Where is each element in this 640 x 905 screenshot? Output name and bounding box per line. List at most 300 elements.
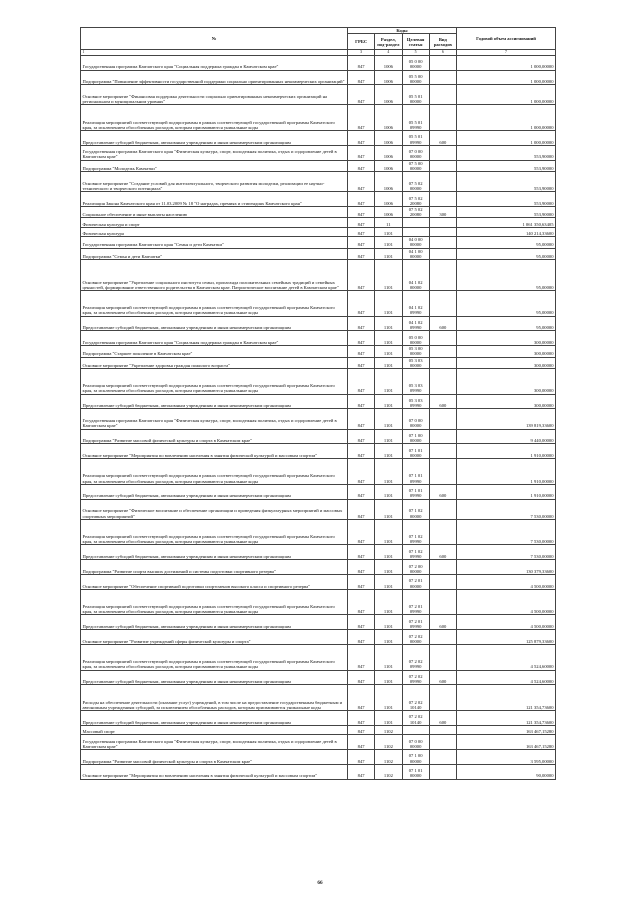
table-row bbox=[81, 519, 556, 545]
row-expense-type-cell bbox=[429, 630, 456, 645]
row-grbs-cell: 847 bbox=[348, 615, 375, 630]
row-name-cell: Подпрограмма "Семья и дети Камчатки" bbox=[81, 248, 348, 259]
row-razdel-cell: 1101 bbox=[375, 459, 402, 485]
row-name-cell: Предоставление субсидий бюджетным, автономным учреждениям и иным некоммерческим организациям bbox=[81, 131, 348, 146]
row-grbs-cell: 847 bbox=[348, 192, 375, 207]
row-razdel-cell: 1101 bbox=[375, 519, 402, 545]
row-name-cell: Реализация Закона Камчатского края от 11.03.2009 № 18 "О наградах, премиях и стипендиях Камчатского края" bbox=[81, 192, 348, 207]
row-amount-cell: 1 000,00000 bbox=[457, 70, 556, 85]
budget-table bbox=[80, 27, 556, 780]
table-row bbox=[81, 105, 556, 131]
row-amount-cell: 139 819,33600 bbox=[457, 409, 556, 429]
row-target-article-cell: 05 0 00 00000 bbox=[402, 331, 429, 346]
row-expense-type-cell: 600 bbox=[429, 670, 456, 685]
row-razdel-cell: 1006 bbox=[375, 172, 402, 192]
row-expense-type-cell bbox=[429, 560, 456, 575]
row-razdel-cell: 1101 bbox=[375, 444, 402, 459]
row-target-article-cell bbox=[402, 227, 429, 236]
row-grbs-cell: 847 bbox=[348, 394, 375, 409]
row-grbs-cell: 847 bbox=[348, 499, 375, 519]
table-row bbox=[81, 685, 556, 711]
row-grbs-cell: 847 bbox=[348, 248, 375, 259]
row-expense-type-cell bbox=[429, 429, 456, 444]
row-grbs-cell: 847 bbox=[348, 710, 375, 725]
row-amount-cell: 553,90000 bbox=[457, 145, 556, 160]
row-target-article-cell: 07 5 02 20080 bbox=[402, 207, 429, 218]
row-razdel-cell: 1101 bbox=[375, 357, 402, 368]
row-expense-type-cell: 600 bbox=[429, 710, 456, 725]
row-target-article-cell: 04 1 02 00000 bbox=[402, 260, 429, 291]
row-expense-type-cell bbox=[429, 357, 456, 368]
row-amount-cell: 553,90000 bbox=[457, 192, 556, 207]
row-amount-cell: 4 500,00000 bbox=[457, 575, 556, 590]
table-row bbox=[81, 207, 556, 218]
row-razdel-cell: 1006 bbox=[375, 105, 402, 131]
row-target-article-cell: 07 1 02 00000 bbox=[402, 499, 429, 519]
row-amount-cell: 300,00000 bbox=[457, 331, 556, 346]
row-name-cell: Расходы на обеспечение деятельности (оказание услуг) учреждений, в том числе на предоставление государственным бюджетным и автономным учреждениям субсидий, за исключением обособленных расходов, которым присваиваются уникальные коды bbox=[81, 685, 348, 711]
row-grbs-cell: 847 bbox=[348, 409, 375, 429]
row-name-cell: Подпрограмма "Повышение эффективности государственной поддержки социально ориентированных некоммерческих организаций" bbox=[81, 70, 348, 85]
row-expense-type-cell bbox=[429, 192, 456, 207]
row-target-article-cell: 07 2 01 00000 bbox=[402, 575, 429, 590]
table-row bbox=[81, 316, 556, 331]
row-name-cell: Основное мероприятие "Создание условий для интеллектуального, творческого развития молодежи, реализации ее научно-технического и творческого потенциала" bbox=[81, 172, 348, 192]
table-row bbox=[81, 560, 556, 575]
col-index-4: 4 bbox=[375, 50, 402, 56]
col-header-target-article: Целевая статья bbox=[402, 34, 429, 50]
table-row bbox=[81, 409, 556, 429]
row-razdel-cell: 1101 bbox=[375, 346, 402, 357]
row-razdel-cell: 1101 bbox=[375, 394, 402, 409]
row-name-cell: Подпрограмма "Развитие массовой физической культуры и спорта в Камчатском крае" bbox=[81, 749, 348, 764]
row-grbs-cell: 847 bbox=[348, 545, 375, 560]
row-target-article-cell: 07 5 02 20080 bbox=[402, 192, 429, 207]
row-name-cell: Предоставление субсидий бюджетным, автономным учреждениям и иным некоммерческим организациям bbox=[81, 545, 348, 560]
table-row bbox=[81, 160, 556, 171]
row-grbs-cell: 847 bbox=[348, 519, 375, 545]
row-name-cell: Основное мероприятие "Мероприятия по вовлечению населения в занятия физической культурой и массовым спортом" bbox=[81, 444, 348, 459]
row-amount-cell: 4 500,00000 bbox=[457, 615, 556, 630]
col-header-codes: Коды bbox=[348, 28, 457, 34]
row-target-article-cell: 04 0 00 00000 bbox=[402, 237, 429, 248]
row-amount-cell: 140 214,33600 bbox=[457, 227, 556, 236]
row-amount-cell: 4 524,60000 bbox=[457, 644, 556, 670]
row-expense-type-cell bbox=[429, 260, 456, 291]
table-row bbox=[81, 545, 556, 560]
row-grbs-cell: 847 bbox=[348, 346, 375, 357]
row-name-cell: Массовый спорт bbox=[81, 725, 348, 734]
row-grbs-cell: 847 bbox=[348, 429, 375, 444]
row-target-article-cell bbox=[402, 218, 429, 227]
table-row bbox=[81, 444, 556, 459]
table-row bbox=[81, 331, 556, 346]
row-razdel-cell: 1101 bbox=[375, 248, 402, 259]
table-row bbox=[81, 710, 556, 725]
row-grbs-cell: 847 bbox=[348, 589, 375, 615]
row-expense-type-cell bbox=[429, 735, 456, 750]
table-row bbox=[81, 589, 556, 615]
row-expense-type-cell bbox=[429, 749, 456, 764]
row-amount-cell: 7 530,00000 bbox=[457, 499, 556, 519]
row-target-article-cell: 07 2 00 00000 bbox=[402, 560, 429, 575]
row-grbs-cell: 847 bbox=[348, 560, 375, 575]
row-grbs-cell: 847 bbox=[348, 670, 375, 685]
col-header-number: № bbox=[81, 28, 348, 50]
row-razdel-cell: 1102 bbox=[375, 764, 402, 779]
row-amount-cell: 125 879,33600 bbox=[457, 630, 556, 645]
table-row bbox=[81, 670, 556, 685]
table-row bbox=[81, 131, 556, 146]
row-razdel-cell: 1101 bbox=[375, 670, 402, 685]
row-target-article-cell: 05 5 01 09990 bbox=[402, 131, 429, 146]
row-name-cell: Основное мероприятие "Укрепление социального института семьи, пропаганда положительных семейных традиций и семейных ценностей, формирование ответственного родительства в Камчатском крае. Патриотическое воспитание детей в Камчатском крае" bbox=[81, 260, 348, 291]
row-amount-cell: 553,90000 bbox=[457, 160, 556, 171]
row-expense-type-cell bbox=[429, 499, 456, 519]
row-grbs-cell: 847 bbox=[348, 145, 375, 160]
row-razdel-cell: 1101 bbox=[375, 630, 402, 645]
row-amount-cell: 121 354,73600 bbox=[457, 710, 556, 725]
row-target-article-cell: 07 1 00 00000 bbox=[402, 429, 429, 444]
row-amount-cell: 553,90000 bbox=[457, 172, 556, 192]
row-target-article-cell: 07 1 02 09990 bbox=[402, 519, 429, 545]
row-razdel-cell: 1006 bbox=[375, 192, 402, 207]
col-header-expense-type: Вид расходов bbox=[429, 34, 456, 50]
row-grbs-cell: 847 bbox=[348, 218, 375, 227]
row-expense-type-cell bbox=[429, 227, 456, 236]
row-razdel-cell: 1101 bbox=[375, 685, 402, 711]
row-razdel-cell: 1102 bbox=[375, 725, 402, 734]
table-row bbox=[81, 644, 556, 670]
row-amount-cell: 163 467,15280 bbox=[457, 735, 556, 750]
row-name-cell: Реализация мероприятий соответствующей подпрограммы в рамках соответствующей государственной программы Камчатского края, за исключением обособленных расходов, которым присваиваются уникальные коды bbox=[81, 519, 348, 545]
row-name-cell: Реализация мероприятий соответствующей подпрограммы в рамках соответствующей государственной программы Камчатского края, за исключением обособленных расходов, которым присваиваются уникальные коды bbox=[81, 105, 348, 131]
row-grbs-cell: 847 bbox=[348, 764, 375, 779]
row-expense-type-cell: 600 bbox=[429, 131, 456, 146]
row-name-cell: Подпрограмма "Развитие массовой физической культуры и спорта в Камчатском крае" bbox=[81, 429, 348, 444]
row-razdel-cell: 1102 bbox=[375, 749, 402, 764]
row-amount-cell: 1 000,00000 bbox=[457, 55, 556, 70]
row-grbs-cell: 847 bbox=[348, 291, 375, 317]
row-expense-type-cell: 600 bbox=[429, 484, 456, 499]
row-razdel-cell: 1006 bbox=[375, 55, 402, 70]
row-expense-type-cell bbox=[429, 218, 456, 227]
row-amount-cell: 163 467,15280 bbox=[457, 725, 556, 734]
row-name-cell: Подпрограмма "Развитие спорта высших достижений и системы подготовки спортивного резерва" bbox=[81, 560, 348, 575]
row-amount-cell: 1 000,00000 bbox=[457, 131, 556, 146]
row-grbs-cell: 847 bbox=[348, 260, 375, 291]
row-razdel-cell: 1101 bbox=[375, 560, 402, 575]
row-target-article-cell: 07 2 02 10140 bbox=[402, 685, 429, 711]
row-expense-type-cell bbox=[429, 145, 456, 160]
row-razdel-cell: 1101 bbox=[375, 589, 402, 615]
row-razdel-cell: 1101 bbox=[375, 409, 402, 429]
table-row bbox=[81, 369, 556, 395]
row-name-cell: Государственная программа Камчатского края "Физическая культура, спорт, молодежная политика, отдых и оздоровление детей в Камчатском крае" bbox=[81, 145, 348, 160]
row-grbs-cell: 847 bbox=[348, 207, 375, 218]
row-name-cell: Физическая культура и спорт bbox=[81, 218, 348, 227]
table-row bbox=[81, 172, 556, 192]
row-name-cell: Реализация мероприятий соответствующей подпрограммы в рамках соответствующей государственной программы Камчатского края, за исключением обособленных расходов, которым присваиваются уникальные коды bbox=[81, 369, 348, 395]
row-target-article-cell: 05 3 03 00000 bbox=[402, 357, 429, 368]
row-target-article-cell: 04 1 02 09990 bbox=[402, 316, 429, 331]
row-name-cell: Подпрограмма "Молодежь Камчатки" bbox=[81, 160, 348, 171]
row-razdel-cell: 1101 bbox=[375, 710, 402, 725]
table-row bbox=[81, 499, 556, 519]
row-target-article-cell: 04 1 02 09990 bbox=[402, 291, 429, 317]
table-row bbox=[81, 192, 556, 207]
row-grbs-cell: 847 bbox=[348, 575, 375, 590]
row-grbs-cell: 847 bbox=[348, 749, 375, 764]
row-target-article-cell: 07 2 02 00000 bbox=[402, 630, 429, 645]
col-header-amount: Годовой объем ассигнований bbox=[457, 28, 556, 50]
row-target-article-cell: 07 2 02 10140 bbox=[402, 710, 429, 725]
row-razdel-cell: 1006 bbox=[375, 85, 402, 105]
row-target-article-cell: 07 0 00 00000 bbox=[402, 735, 429, 750]
col-index-3: 3 bbox=[348, 50, 375, 56]
row-expense-type-cell: 600 bbox=[429, 394, 456, 409]
row-razdel-cell: 1101 bbox=[375, 291, 402, 317]
table-row bbox=[81, 291, 556, 317]
col-index-6: 6 bbox=[429, 50, 456, 56]
row-target-article-cell: 05 3 03 09990 bbox=[402, 394, 429, 409]
row-target-article-cell: 05 3 03 09990 bbox=[402, 369, 429, 395]
row-name-cell: Предоставление субсидий бюджетным, автономным учреждениям и иным некоммерческим организациям bbox=[81, 394, 348, 409]
row-name-cell: Государственная программа Камчатского края "Социальная поддержка граждан в Камчатском крае" bbox=[81, 331, 348, 346]
row-razdel-cell: 1101 bbox=[375, 316, 402, 331]
row-name-cell: Физическая культура bbox=[81, 227, 348, 236]
row-expense-type-cell bbox=[429, 85, 456, 105]
row-name-cell: Реализация мероприятий соответствующей подпрограммы в рамках соответствующей государственной программы Камчатского края, за исключением обособленных расходов, которым присваиваются уникальные коды bbox=[81, 459, 348, 485]
row-amount-cell: 300,00000 bbox=[457, 394, 556, 409]
row-razdel-cell: 1101 bbox=[375, 331, 402, 346]
table-row bbox=[81, 248, 556, 259]
row-grbs-cell: 847 bbox=[348, 725, 375, 734]
row-target-article-cell: 05 3 00 00000 bbox=[402, 346, 429, 357]
row-target-article-cell: 05 5 01 09990 bbox=[402, 105, 429, 131]
row-amount-cell: 121 354,73600 bbox=[457, 685, 556, 711]
table-row bbox=[81, 346, 556, 357]
row-amount-cell: 90,00000 bbox=[457, 764, 556, 779]
row-expense-type-cell bbox=[429, 725, 456, 734]
row-razdel-cell: 1006 bbox=[375, 207, 402, 218]
row-name-cell: Основное мероприятие "Обеспечение спортивной подготовки спортсменов высокого класса и спортивного резерва" bbox=[81, 575, 348, 590]
row-name-cell: Социальное обеспечение и иные выплаты населению bbox=[81, 207, 348, 218]
col-index-7: 7 bbox=[457, 50, 556, 56]
table-row bbox=[81, 764, 556, 779]
row-grbs-cell: 847 bbox=[348, 331, 375, 346]
row-amount-cell: 9 440,00000 bbox=[457, 429, 556, 444]
row-name-cell: Реализация мероприятий соответствующей подпрограммы в рамках соответствующей государственной программы Камчатского края, за исключением обособленных расходов, которым присваиваются уникальные коды bbox=[81, 291, 348, 317]
table-row bbox=[81, 55, 556, 70]
row-razdel-cell: 1101 bbox=[375, 227, 402, 236]
row-expense-type-cell bbox=[429, 644, 456, 670]
table-row bbox=[81, 237, 556, 248]
row-amount-cell: 95,00000 bbox=[457, 316, 556, 331]
row-expense-type-cell bbox=[429, 346, 456, 357]
row-grbs-cell: 847 bbox=[348, 685, 375, 711]
table-row bbox=[81, 575, 556, 590]
row-amount-cell: 1 910,00000 bbox=[457, 459, 556, 485]
row-amount-cell: 7 530,00000 bbox=[457, 545, 556, 560]
row-target-article-cell: 07 2 02 09990 bbox=[402, 644, 429, 670]
table-row bbox=[81, 615, 556, 630]
row-amount-cell: 3 595,00000 bbox=[457, 749, 556, 764]
col-header-grbs: ГРБС bbox=[348, 34, 375, 50]
row-expense-type-cell bbox=[429, 764, 456, 779]
row-razdel-cell: 1006 bbox=[375, 131, 402, 146]
row-amount-cell: 130 379,33600 bbox=[457, 560, 556, 575]
row-grbs-cell: 847 bbox=[348, 630, 375, 645]
row-expense-type-cell bbox=[429, 589, 456, 615]
row-amount-cell: 95,00000 bbox=[457, 237, 556, 248]
row-expense-type-cell bbox=[429, 519, 456, 545]
row-amount-cell: 300,00000 bbox=[457, 357, 556, 368]
col-index-1: 1 bbox=[81, 50, 348, 56]
row-name-cell: Государственная программа Камчатского края "Физическая культура, спорт, молодежная политика, отдых и оздоровление детей в Камчатском крае" bbox=[81, 409, 348, 429]
row-razdel-cell: 1102 bbox=[375, 735, 402, 750]
row-expense-type-cell bbox=[429, 291, 456, 317]
row-razdel-cell: 1101 bbox=[375, 575, 402, 590]
table-row bbox=[81, 145, 556, 160]
row-grbs-cell: 847 bbox=[348, 105, 375, 131]
row-grbs-cell: 847 bbox=[348, 459, 375, 485]
row-expense-type-cell: 600 bbox=[429, 316, 456, 331]
row-grbs-cell: 847 bbox=[348, 160, 375, 171]
row-name-cell: Реализация мероприятий соответствующей подпрограммы в рамках соответствующей государственной программы Камчатского края, за исключением обособленных расходов, которым присваиваются уникальные коды bbox=[81, 589, 348, 615]
table-row bbox=[81, 394, 556, 409]
row-razdel-cell: 1101 bbox=[375, 644, 402, 670]
row-expense-type-cell bbox=[429, 105, 456, 131]
row-razdel-cell: 1101 bbox=[375, 615, 402, 630]
row-expense-type-cell bbox=[429, 575, 456, 590]
row-name-cell: Основное мероприятие "Финансовая поддержка деятельности социально ориентированных некоммерческих организаций на региональном и муниципальном уровнях" bbox=[81, 85, 348, 105]
col-index-5: 5 bbox=[402, 50, 429, 56]
row-name-cell: Государственная программа Камчатского края "Социальная поддержка граждан в Камчатском крае" bbox=[81, 55, 348, 70]
row-expense-type-cell: 600 bbox=[429, 545, 456, 560]
row-amount-cell: 95,00000 bbox=[457, 248, 556, 259]
row-name-cell: Предоставление субсидий бюджетным, автономным учреждениям и иным некоммерческим организациям bbox=[81, 316, 348, 331]
row-amount-cell: 95,00000 bbox=[457, 260, 556, 291]
row-amount-cell: 1 910,00000 bbox=[457, 444, 556, 459]
row-expense-type-cell bbox=[429, 409, 456, 429]
row-target-article-cell: 07 1 01 00000 bbox=[402, 764, 429, 779]
table-row bbox=[81, 218, 556, 227]
row-amount-cell: 7 530,00000 bbox=[457, 519, 556, 545]
table-row bbox=[81, 85, 556, 105]
row-expense-type-cell: 300 bbox=[429, 207, 456, 218]
col-header-razdel: Раздел, под-раздел bbox=[375, 34, 402, 50]
row-razdel-cell: 1101 bbox=[375, 260, 402, 291]
row-expense-type-cell bbox=[429, 70, 456, 85]
row-razdel-cell: 1101 bbox=[375, 429, 402, 444]
row-amount-cell: 1 061 350,63405 bbox=[457, 218, 556, 227]
page-number: 66 bbox=[317, 880, 323, 886]
row-grbs-cell: 847 bbox=[348, 369, 375, 395]
row-target-article-cell: 07 2 01 09990 bbox=[402, 615, 429, 630]
row-name-cell: Предоставление субсидий бюджетным, автономным учреждениям и иным некоммерческим организациям bbox=[81, 710, 348, 725]
row-expense-type-cell bbox=[429, 160, 456, 171]
row-grbs-cell: 847 bbox=[348, 85, 375, 105]
row-razdel-cell: 1101 bbox=[375, 237, 402, 248]
row-name-cell: Государственная программа Камчатского края "Семья и дети Камчатки" bbox=[81, 237, 348, 248]
row-name-cell: Подпрограмма "Старшее поколение в Камчатском крае" bbox=[81, 346, 348, 357]
row-grbs-cell: 847 bbox=[348, 644, 375, 670]
row-expense-type-cell: 600 bbox=[429, 615, 456, 630]
table-row bbox=[81, 70, 556, 85]
table-row bbox=[81, 630, 556, 645]
row-name-cell: Реализация мероприятий соответствующей подпрограммы в рамках соответствующей государственной программы Камчатского края, за исключением обособленных расходов, которым присваиваются уникальные коды bbox=[81, 644, 348, 670]
row-expense-type-cell bbox=[429, 55, 456, 70]
table-row bbox=[81, 749, 556, 764]
row-razdel-cell: 1101 bbox=[375, 369, 402, 395]
row-target-article-cell: 07 2 02 09990 bbox=[402, 670, 429, 685]
row-expense-type-cell bbox=[429, 237, 456, 248]
table-row bbox=[81, 484, 556, 499]
table-row bbox=[81, 725, 556, 734]
row-name-cell: Основное мероприятие "Укрепление здоровья граждан пожилого возраста" bbox=[81, 357, 348, 368]
table-row bbox=[81, 260, 556, 291]
row-grbs-cell: 847 bbox=[348, 484, 375, 499]
row-grbs-cell: 847 bbox=[348, 237, 375, 248]
row-razdel-cell: 1101 bbox=[375, 545, 402, 560]
table-row bbox=[81, 357, 556, 368]
row-target-article-cell: 07 5 02 00000 bbox=[402, 172, 429, 192]
row-grbs-cell: 847 bbox=[348, 357, 375, 368]
table-row bbox=[81, 459, 556, 485]
row-target-article-cell: 05 5 00 00000 bbox=[402, 70, 429, 85]
table-row bbox=[81, 227, 556, 236]
row-razdel-cell: 1101 bbox=[375, 499, 402, 519]
row-target-article-cell: 07 1 01 09990 bbox=[402, 459, 429, 485]
row-target-article-cell: 07 0 00 00000 bbox=[402, 145, 429, 160]
row-expense-type-cell bbox=[429, 444, 456, 459]
row-amount-cell: 95,00000 bbox=[457, 291, 556, 317]
table-row bbox=[81, 429, 556, 444]
row-amount-cell: 1 000,00000 bbox=[457, 85, 556, 105]
row-name-cell: Основное мероприятие "Развитие учреждений сферы физической культуры и спорта" bbox=[81, 630, 348, 645]
row-target-article-cell: 07 1 02 09990 bbox=[402, 545, 429, 560]
row-grbs-cell: 847 bbox=[348, 735, 375, 750]
row-name-cell: Предоставление субсидий бюджетным, автономным учреждениям и иным некоммерческим организациям bbox=[81, 484, 348, 499]
row-amount-cell: 300,00000 bbox=[457, 346, 556, 357]
row-expense-type-cell bbox=[429, 685, 456, 711]
row-expense-type-cell bbox=[429, 459, 456, 485]
row-target-article-cell: 07 5 00 00000 bbox=[402, 160, 429, 171]
row-razdel-cell: 1006 bbox=[375, 160, 402, 171]
row-expense-type-cell bbox=[429, 172, 456, 192]
row-target-article-cell: 05 5 01 00000 bbox=[402, 85, 429, 105]
row-target-article-cell: 07 0 00 00000 bbox=[402, 409, 429, 429]
row-target-article-cell: 07 1 01 09990 bbox=[402, 484, 429, 499]
row-target-article-cell: 07 1 00 00000 bbox=[402, 749, 429, 764]
row-expense-type-cell bbox=[429, 248, 456, 259]
row-amount-cell: 553,90000 bbox=[457, 207, 556, 218]
row-razdel-cell: 1006 bbox=[375, 70, 402, 85]
row-amount-cell: 1 910,00000 bbox=[457, 484, 556, 499]
budget-sheet bbox=[80, 27, 556, 780]
row-amount-cell: 1 000,00000 bbox=[457, 105, 556, 131]
row-target-article-cell: 04 1 00 00000 bbox=[402, 248, 429, 259]
row-amount-cell: 4 524,60000 bbox=[457, 670, 556, 685]
row-grbs-cell: 847 bbox=[348, 227, 375, 236]
row-target-article-cell: 07 1 01 00000 bbox=[402, 444, 429, 459]
row-grbs-cell: 847 bbox=[348, 70, 375, 85]
row-name-cell: Основное мероприятие "Мероприятия по вовлечению населения в занятия физической культурой и массовым спортом" bbox=[81, 764, 348, 779]
row-grbs-cell: 847 bbox=[348, 444, 375, 459]
row-grbs-cell: 847 bbox=[348, 55, 375, 70]
budget-rows bbox=[81, 55, 556, 779]
